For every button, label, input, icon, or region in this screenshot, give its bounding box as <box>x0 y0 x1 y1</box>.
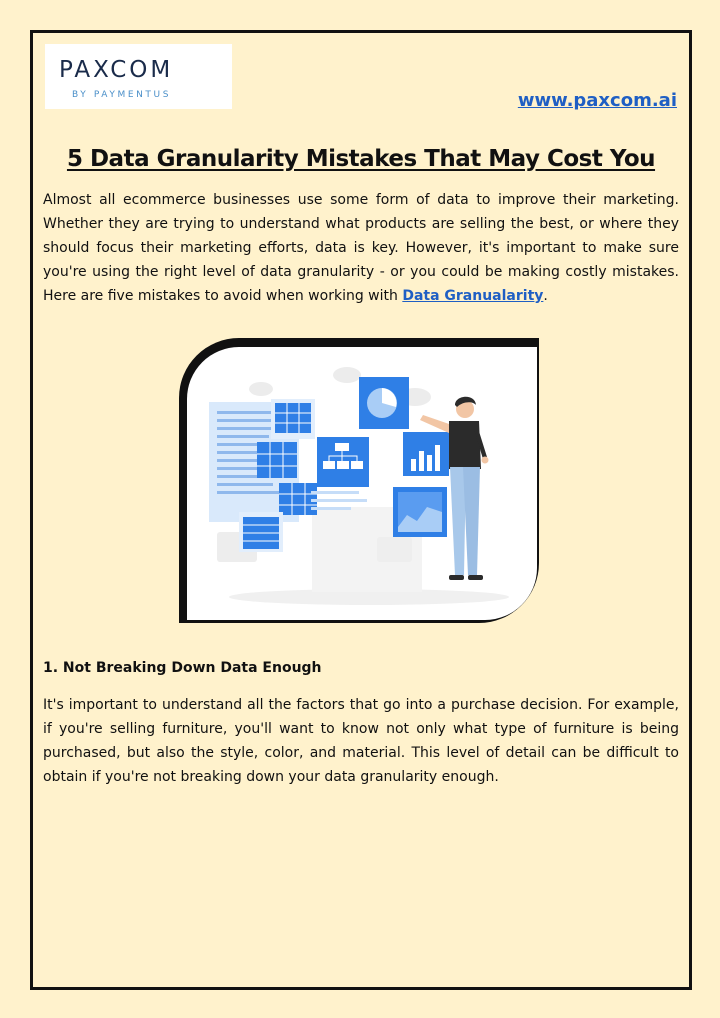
section-1-heading: 1. Not Breaking Down Data Enough <box>43 660 322 676</box>
logo-name: PAXCOM <box>59 57 174 83</box>
intro-text: Almost all ecommerce businesses use some form of data to improve their marketing. Whether they are trying to understand what products are selling the best, or where they should focus their marketing efforts, data is key. However, it's important to make sure you're using the right level of data granularity - or you could be making costly mistakes. Here are five mistakes to avoid when working with <box>43 192 679 304</box>
intro-paragraph <box>43 188 679 308</box>
data-analytics-illustration <box>187 347 537 620</box>
section-1-body: It's important to understand all the factors that go into a purchase decision. For example, if you're selling furniture, you'll want to know not only what type of furniture is being purchased, but also the style, color, and material. This level of detail can be difficult to obtain if you're not breaking down your data granularity enough. <box>43 697 679 785</box>
website-link[interactable]: www.paxcom.ai <box>517 90 677 111</box>
logo-tagline: BY PAYMENTUS <box>72 90 172 100</box>
data-granularity-link[interactable]: Data Granualarity <box>402 288 544 304</box>
document-frame <box>30 30 692 990</box>
illustration-frame <box>179 338 539 623</box>
paxcom-logo <box>45 44 232 109</box>
illustration-svg <box>187 347 537 620</box>
intro-end: . <box>543 288 548 304</box>
page-title: 5 Data Granularity Mistakes That May Cost You <box>66 146 656 172</box>
